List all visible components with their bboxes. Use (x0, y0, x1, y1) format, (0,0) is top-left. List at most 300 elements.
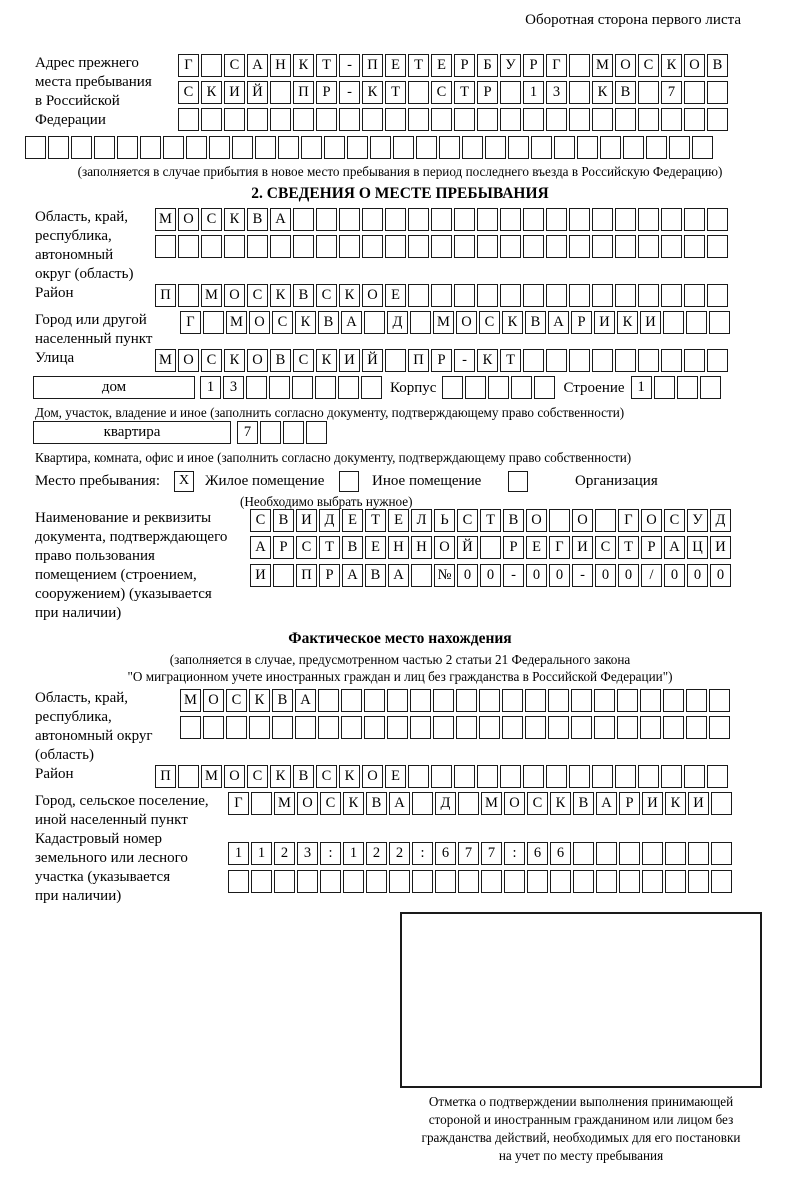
char-cell[interactable] (592, 349, 613, 372)
char-cell[interactable] (525, 716, 546, 739)
char-cell[interactable]: М (481, 792, 502, 815)
char-cell[interactable]: А (270, 208, 291, 231)
char-cell[interactable] (410, 716, 431, 739)
char-cell[interactable] (249, 716, 270, 739)
char-cell[interactable] (465, 376, 486, 399)
char-cell[interactable]: С (664, 509, 685, 532)
char-cell[interactable] (364, 716, 385, 739)
char-cell[interactable]: М (592, 54, 613, 77)
char-cell[interactable]: 0 (457, 564, 478, 587)
char-cell[interactable] (688, 870, 709, 893)
char-cell[interactable] (201, 235, 222, 258)
char-cell[interactable] (324, 136, 345, 159)
char-cell[interactable] (707, 208, 728, 231)
char-cell[interactable]: У (500, 54, 521, 77)
char-cell[interactable] (272, 716, 293, 739)
char-cell[interactable]: 2 (366, 842, 387, 865)
char-cell[interactable]: С (316, 765, 337, 788)
checkbox-zhiloe-pomeshchenie[interactable]: X (174, 471, 194, 492)
char-cell[interactable]: С (247, 284, 268, 307)
char-cell[interactable] (431, 208, 452, 231)
char-cell[interactable]: С (201, 208, 222, 231)
char-cell[interactable] (408, 208, 429, 231)
char-cell[interactable] (709, 716, 730, 739)
char-cell[interactable]: В (247, 208, 268, 231)
char-cell[interactable]: № (434, 564, 455, 587)
char-cell[interactable]: Г (618, 509, 639, 532)
char-cell[interactable]: А (596, 792, 617, 815)
char-cell[interactable]: О (456, 311, 477, 334)
char-cell[interactable] (339, 208, 360, 231)
checkbox-organizatsiya[interactable] (508, 471, 528, 492)
char-cell[interactable] (71, 136, 92, 159)
char-cell[interactable]: - (339, 81, 360, 104)
char-cell[interactable]: Т (385, 81, 406, 104)
char-cell[interactable] (364, 689, 385, 712)
char-cell[interactable] (527, 870, 548, 893)
char-cell[interactable] (709, 689, 730, 712)
char-cell[interactable]: 1 (228, 842, 249, 865)
char-cell[interactable]: Р (316, 81, 337, 104)
char-cell[interactable]: 7 (481, 842, 502, 865)
char-cell[interactable] (411, 564, 432, 587)
char-cell[interactable] (339, 235, 360, 258)
char-cell[interactable]: С (479, 311, 500, 334)
char-cell[interactable] (573, 870, 594, 893)
char-cell[interactable]: А (342, 564, 363, 587)
char-cell[interactable] (707, 235, 728, 258)
char-cell[interactable] (640, 689, 661, 712)
char-cell[interactable] (594, 689, 615, 712)
char-cell[interactable]: С (293, 349, 314, 372)
char-cell[interactable]: С (316, 284, 337, 307)
char-cell[interactable]: Д (710, 509, 731, 532)
char-cell[interactable] (684, 284, 705, 307)
char-cell[interactable] (362, 208, 383, 231)
char-cell[interactable] (178, 108, 199, 131)
char-cell[interactable] (48, 136, 69, 159)
char-cell[interactable] (226, 716, 247, 739)
char-cell[interactable]: В (525, 311, 546, 334)
char-cell[interactable]: Е (388, 509, 409, 532)
char-cell[interactable] (385, 108, 406, 131)
char-cell[interactable]: М (226, 311, 247, 334)
char-cell[interactable] (569, 349, 590, 372)
char-cell[interactable] (638, 108, 659, 131)
char-cell[interactable] (711, 792, 732, 815)
char-cell[interactable] (140, 136, 161, 159)
char-cell[interactable] (408, 108, 429, 131)
char-cell[interactable] (316, 108, 337, 131)
char-cell[interactable] (94, 136, 115, 159)
char-cell[interactable] (638, 765, 659, 788)
char-cell[interactable]: К (270, 765, 291, 788)
char-cell[interactable] (209, 136, 230, 159)
char-cell[interactable]: К (201, 81, 222, 104)
char-cell[interactable]: П (408, 349, 429, 372)
char-cell[interactable] (247, 108, 268, 131)
char-cell[interactable]: М (201, 765, 222, 788)
char-cell[interactable]: А (341, 311, 362, 334)
char-cell[interactable] (661, 108, 682, 131)
char-cell[interactable] (431, 235, 452, 258)
char-cell[interactable]: 1 (523, 81, 544, 104)
char-cell[interactable] (293, 108, 314, 131)
char-cell[interactable]: С (178, 81, 199, 104)
char-cell[interactable]: И (250, 564, 271, 587)
char-cell[interactable] (692, 136, 713, 159)
char-cell[interactable] (458, 792, 479, 815)
char-cell[interactable] (347, 136, 368, 159)
char-cell[interactable] (341, 689, 362, 712)
char-cell[interactable] (439, 136, 460, 159)
char-cell[interactable] (663, 716, 684, 739)
char-cell[interactable]: Г (228, 792, 249, 815)
char-cell[interactable]: 1 (343, 842, 364, 865)
char-cell[interactable]: С (272, 311, 293, 334)
char-cell[interactable]: Г (178, 54, 199, 77)
char-cell[interactable] (339, 108, 360, 131)
char-cell[interactable]: А (295, 689, 316, 712)
char-cell[interactable]: 3 (297, 842, 318, 865)
char-cell[interactable] (615, 349, 636, 372)
char-cell[interactable] (684, 81, 705, 104)
char-cell[interactable]: С (247, 765, 268, 788)
char-cell[interactable] (269, 376, 290, 399)
char-cell[interactable] (596, 842, 617, 865)
char-cell[interactable] (571, 689, 592, 712)
char-cell[interactable]: И (710, 536, 731, 559)
char-cell[interactable] (684, 349, 705, 372)
char-cell[interactable]: Г (549, 536, 570, 559)
char-cell[interactable] (412, 870, 433, 893)
char-cell[interactable]: И (572, 536, 593, 559)
char-cell[interactable] (295, 716, 316, 739)
char-cell[interactable] (454, 108, 475, 131)
char-cell[interactable] (293, 235, 314, 258)
char-cell[interactable] (665, 870, 686, 893)
char-cell[interactable]: Р (523, 54, 544, 77)
char-cell[interactable] (617, 689, 638, 712)
char-cell[interactable] (638, 208, 659, 231)
char-cell[interactable] (270, 108, 291, 131)
char-cell[interactable] (596, 870, 617, 893)
char-cell[interactable]: М (201, 284, 222, 307)
char-cell[interactable] (456, 689, 477, 712)
char-cell[interactable] (550, 870, 571, 893)
char-cell[interactable] (500, 108, 521, 131)
char-cell[interactable] (592, 208, 613, 231)
char-cell[interactable] (638, 349, 659, 372)
char-cell[interactable]: Р (319, 564, 340, 587)
char-cell[interactable] (546, 108, 567, 131)
char-cell[interactable] (569, 208, 590, 231)
char-cell[interactable] (615, 208, 636, 231)
char-cell[interactable] (623, 136, 644, 159)
char-cell[interactable]: С (320, 792, 341, 815)
char-cell[interactable]: Р (641, 536, 662, 559)
char-cell[interactable]: В (573, 792, 594, 815)
char-cell[interactable]: И (339, 349, 360, 372)
char-cell[interactable] (251, 870, 272, 893)
char-cell[interactable]: 0 (595, 564, 616, 587)
char-cell[interactable]: В (503, 509, 524, 532)
char-cell[interactable] (201, 54, 222, 77)
char-cell[interactable] (25, 136, 46, 159)
char-cell[interactable]: Ц (687, 536, 708, 559)
char-cell[interactable] (638, 81, 659, 104)
char-cell[interactable] (186, 136, 207, 159)
char-cell[interactable] (684, 208, 705, 231)
char-cell[interactable] (416, 136, 437, 159)
char-cell[interactable]: Т (365, 509, 386, 532)
char-cell[interactable]: О (684, 54, 705, 77)
char-cell[interactable]: А (250, 536, 271, 559)
char-cell[interactable]: В (272, 689, 293, 712)
char-cell[interactable]: - (503, 564, 524, 587)
char-cell[interactable] (554, 136, 575, 159)
char-cell[interactable]: К (316, 349, 337, 372)
char-cell[interactable]: Т (500, 349, 521, 372)
char-cell[interactable]: 2 (389, 842, 410, 865)
char-cell[interactable]: Е (342, 509, 363, 532)
char-cell[interactable] (338, 376, 359, 399)
char-cell[interactable] (546, 284, 567, 307)
char-cell[interactable]: О (572, 509, 593, 532)
char-cell[interactable]: П (362, 54, 383, 77)
char-cell[interactable]: К (362, 81, 383, 104)
char-cell[interactable] (477, 235, 498, 258)
char-cell[interactable]: Н (388, 536, 409, 559)
char-cell[interactable] (546, 235, 567, 258)
char-cell[interactable]: 0 (664, 564, 685, 587)
char-cell[interactable] (283, 421, 304, 444)
char-cell[interactable]: О (203, 689, 224, 712)
char-cell[interactable] (500, 81, 521, 104)
char-cell[interactable] (707, 349, 728, 372)
char-cell[interactable]: С (431, 81, 452, 104)
char-cell[interactable]: 1 (251, 842, 272, 865)
char-cell[interactable] (661, 235, 682, 258)
char-cell[interactable] (686, 689, 707, 712)
char-cell[interactable] (569, 765, 590, 788)
char-cell[interactable]: О (434, 536, 455, 559)
char-cell[interactable] (592, 108, 613, 131)
char-cell[interactable] (293, 208, 314, 231)
char-cell[interactable] (364, 311, 385, 334)
char-cell[interactable] (412, 792, 433, 815)
char-cell[interactable] (707, 81, 728, 104)
char-cell[interactable]: К (502, 311, 523, 334)
char-cell[interactable] (661, 765, 682, 788)
char-cell[interactable] (408, 284, 429, 307)
char-cell[interactable] (646, 136, 667, 159)
char-cell[interactable]: Е (385, 765, 406, 788)
char-cell[interactable] (502, 689, 523, 712)
char-cell[interactable]: П (155, 284, 176, 307)
char-cell[interactable]: К (270, 284, 291, 307)
char-cell[interactable]: К (343, 792, 364, 815)
char-cell[interactable] (292, 376, 313, 399)
char-cell[interactable] (617, 716, 638, 739)
char-cell[interactable] (316, 235, 337, 258)
char-cell[interactable]: - (572, 564, 593, 587)
char-cell[interactable]: К (550, 792, 571, 815)
char-cell[interactable]: К (339, 765, 360, 788)
char-cell[interactable]: И (594, 311, 615, 334)
char-cell[interactable] (661, 284, 682, 307)
char-cell[interactable] (523, 108, 544, 131)
char-cell[interactable] (477, 765, 498, 788)
char-cell[interactable] (408, 81, 429, 104)
char-cell[interactable] (600, 136, 621, 159)
char-cell[interactable] (569, 81, 590, 104)
char-cell[interactable] (569, 54, 590, 77)
char-cell[interactable]: П (296, 564, 317, 587)
char-cell[interactable] (203, 311, 224, 334)
char-cell[interactable]: М (433, 311, 454, 334)
char-cell[interactable]: А (664, 536, 685, 559)
char-cell[interactable]: Е (385, 54, 406, 77)
char-cell[interactable] (500, 235, 521, 258)
char-cell[interactable]: С (250, 509, 271, 532)
char-cell[interactable] (592, 284, 613, 307)
char-cell[interactable] (569, 108, 590, 131)
char-cell[interactable]: У (687, 509, 708, 532)
char-cell[interactable] (686, 311, 707, 334)
char-cell[interactable]: Л (411, 509, 432, 532)
char-cell[interactable]: П (155, 765, 176, 788)
char-cell[interactable]: В (707, 54, 728, 77)
char-cell[interactable] (669, 136, 690, 159)
char-cell[interactable] (178, 235, 199, 258)
char-cell[interactable] (638, 235, 659, 258)
char-cell[interactable]: 1 (631, 376, 652, 399)
char-cell[interactable] (203, 716, 224, 739)
char-cell[interactable] (316, 208, 337, 231)
char-cell[interactable]: К (661, 54, 682, 77)
char-cell[interactable] (663, 311, 684, 334)
char-cell[interactable]: О (362, 284, 383, 307)
char-cell[interactable]: С (201, 349, 222, 372)
char-cell[interactable] (523, 349, 544, 372)
char-cell[interactable] (228, 870, 249, 893)
char-cell[interactable]: 0 (618, 564, 639, 587)
char-cell[interactable]: С (226, 689, 247, 712)
char-cell[interactable] (569, 235, 590, 258)
char-cell[interactable] (548, 689, 569, 712)
char-cell[interactable]: 0 (549, 564, 570, 587)
char-cell[interactable] (117, 136, 138, 159)
char-cell[interactable] (297, 870, 318, 893)
char-cell[interactable]: Г (546, 54, 567, 77)
char-cell[interactable] (663, 689, 684, 712)
char-cell[interactable]: Р (571, 311, 592, 334)
char-cell[interactable] (385, 235, 406, 258)
char-cell[interactable]: С (296, 536, 317, 559)
char-cell[interactable] (270, 81, 291, 104)
char-cell[interactable] (454, 235, 475, 258)
char-cell[interactable] (301, 136, 322, 159)
char-cell[interactable]: 7 (458, 842, 479, 865)
char-cell[interactable]: М (155, 208, 176, 231)
char-cell[interactable]: И (642, 792, 663, 815)
char-cell[interactable]: Т (316, 54, 337, 77)
char-cell[interactable] (615, 108, 636, 131)
char-cell[interactable] (479, 689, 500, 712)
char-cell[interactable]: С (527, 792, 548, 815)
char-cell[interactable] (573, 842, 594, 865)
char-cell[interactable] (571, 716, 592, 739)
char-cell[interactable] (270, 235, 291, 258)
char-cell[interactable] (456, 716, 477, 739)
char-cell[interactable]: П (293, 81, 314, 104)
char-cell[interactable] (454, 765, 475, 788)
char-cell[interactable] (684, 108, 705, 131)
char-cell[interactable] (155, 235, 176, 258)
char-cell[interactable] (654, 376, 675, 399)
char-cell[interactable] (385, 208, 406, 231)
char-cell[interactable] (410, 689, 431, 712)
char-cell[interactable]: Й (457, 536, 478, 559)
char-cell[interactable]: Т (618, 536, 639, 559)
char-cell[interactable] (389, 870, 410, 893)
char-cell[interactable] (711, 842, 732, 865)
char-cell[interactable] (488, 376, 509, 399)
char-cell[interactable] (615, 765, 636, 788)
char-cell[interactable]: О (178, 208, 199, 231)
checkbox-inoe-pomeshchenie[interactable] (339, 471, 359, 492)
char-cell[interactable] (619, 870, 640, 893)
char-cell[interactable] (178, 284, 199, 307)
char-cell[interactable]: О (224, 765, 245, 788)
char-cell[interactable]: К (477, 349, 498, 372)
char-cell[interactable]: Г (180, 311, 201, 334)
char-cell[interactable]: В (342, 536, 363, 559)
char-cell[interactable]: О (526, 509, 547, 532)
char-cell[interactable] (458, 870, 479, 893)
char-cell[interactable] (201, 108, 222, 131)
char-cell[interactable] (619, 842, 640, 865)
char-cell[interactable] (549, 509, 570, 532)
char-cell[interactable] (408, 235, 429, 258)
char-cell[interactable]: 7 (661, 81, 682, 104)
char-cell[interactable]: С (224, 54, 245, 77)
char-cell[interactable] (393, 136, 414, 159)
char-cell[interactable] (224, 108, 245, 131)
char-cell[interactable] (615, 235, 636, 258)
char-cell[interactable] (315, 376, 336, 399)
char-cell[interactable] (341, 716, 362, 739)
char-cell[interactable]: Р (619, 792, 640, 815)
char-cell[interactable] (709, 311, 730, 334)
char-cell[interactable] (318, 689, 339, 712)
char-cell[interactable]: О (504, 792, 525, 815)
char-cell[interactable]: Р (273, 536, 294, 559)
char-cell[interactable] (480, 536, 501, 559)
char-cell[interactable] (661, 349, 682, 372)
char-cell[interactable] (362, 235, 383, 258)
char-cell[interactable]: Б (477, 54, 498, 77)
char-cell[interactable] (508, 136, 529, 159)
char-cell[interactable] (387, 689, 408, 712)
char-cell[interactable] (707, 765, 728, 788)
char-cell[interactable]: Т (454, 81, 475, 104)
char-cell[interactable]: 1 (200, 376, 221, 399)
char-cell[interactable] (642, 870, 663, 893)
char-cell[interactable]: Т (480, 509, 501, 532)
char-cell[interactable]: С (457, 509, 478, 532)
